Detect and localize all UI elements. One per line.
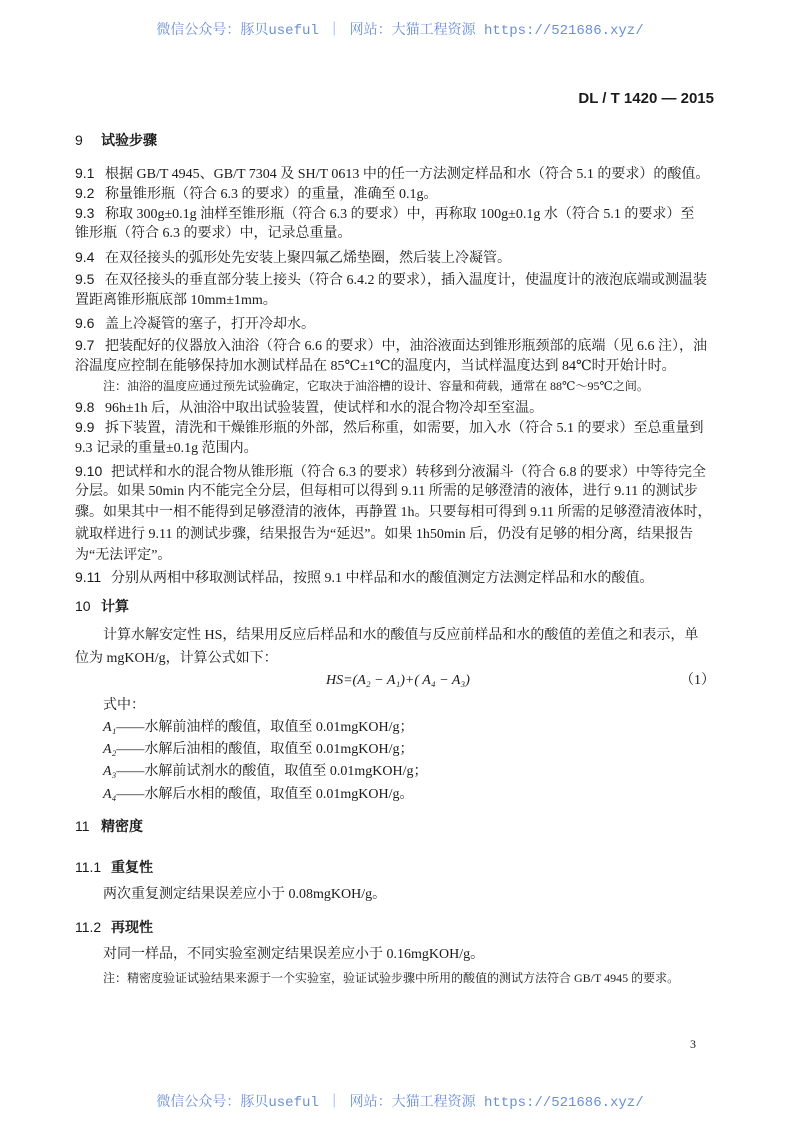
calc-para-line: 计算水解安定性 HS，结果用反应后样品和水的酸值与反应前样品和水的酸值的差值之和表示，单 [103,628,699,643]
step-text: 9.3 记录的重量±0.1g 范围内。 [75,441,258,456]
step-line [75,462,706,482]
step-text: 为“无法评定”。 [75,548,172,563]
step-line [75,270,707,290]
definition-a1: A₁——水解前油样的酸值，取值至 0.01mgKOH/g； [103,720,414,735]
step-number: 9.2 [75,185,95,201]
page-number: 3 [690,1037,696,1051]
step-text: 锥形瓶（符合 6.3 的要求）中，记录总重量。 [75,226,352,241]
calc-para-line: 位为 mgKOH/g，计算公式如下： [75,651,278,666]
step-number: 9.5 [75,271,95,287]
step-number: 注： [103,379,128,393]
step-text: 在双径接头的垂直部分装上接头（符合 6.4.2 的要求），插入温度计，使温度计的液泡底端或测温装 [105,273,707,288]
step-line [75,248,511,268]
definition-a2: A₂——水解后油相的酸值，取值至 0.01mgKOH/g； [103,742,414,757]
step-line [75,440,258,458]
step-line [75,398,543,418]
step-number: 9.4 [75,249,95,265]
step-number: 9.8 [75,399,95,415]
step-number: 9.10 [75,463,103,479]
formula: HS=(A₂ − A₁)+( A₄ − A₃) [326,673,470,688]
definition-a4: A₄——水解后水相的酸值，取值至 0.01mgKOH/g。 [103,787,414,802]
step-line [75,526,693,544]
step-number: 9.6 [75,315,95,331]
step-line [75,225,352,243]
step-text: 骤。如果其中一相不能得到足够澄清的液体，再静置 1h。只要每相可得到 9.11 所需的足够澄清液体时， [75,505,712,520]
step-text: 油浴的温度应通过预先试验确定，它取决于油浴槽的设计、容量和荷载，通常在 88℃～95℃之间。 [127,379,649,393]
step-line [75,292,277,310]
step-number: 9.3 [75,205,95,221]
step-text: 在双径接头的弧形处先安装上聚四氟乙烯垫圈，然后装上冷凝管。 [105,251,511,266]
step-line [75,358,676,376]
step-line [75,418,704,438]
reproducibility-text: 对同一样品，不同实验室测定结果误差应小于 0.16mgKOH/g。 [103,947,485,962]
step-text: 把试样和水的混合物从锥形瓶（符合 6.3 的要求）转移到分液漏斗（符合 6.8 的要求）中等待完全 [111,465,706,480]
repeatability-text: 两次重复测定结果误差应小于 0.08mgKOH/g。 [103,887,387,902]
note-line [103,377,649,395]
step-line [75,547,171,565]
section-11-2-heading: 11.2 再现性 [75,919,153,936]
step-number: 9.9 [75,419,95,435]
step-text: 把装配好的仪器放入油浴（符合 6.6 的要求）中，油浴液面达到锥形瓶颈部的底端（见 6.6 注），油 [105,339,707,354]
equation-number: （1） [680,673,715,688]
section-11-1-heading: 11.1 重复性 [75,859,153,876]
definition-a3: A₃——水解前试剂水的酸值，取值至 0.01mgKOH/g； [103,764,428,779]
step-text: 根据 GB/T 4945、GB/T 7304 及 SH/T 0613 中的任一方法测定样品和水（符合 5.1 的要求）的酸值。 [105,167,710,182]
where-label: 式中： [103,698,145,713]
step-line [75,164,709,184]
section-10-heading: 10 计算 [75,598,129,615]
step-line [75,568,654,588]
step-text: 盖上冷凝管的塞子，打开冷却水。 [105,317,315,332]
step-text: 称取 300g±0.1g 油样至锥形瓶（符合 6.3 的要求）中，再称取 100g±0.1g 水（符合 5.1 的要求）至 [105,207,695,222]
step-text: 拆下装置，清洗和干燥锥形瓶的外部，然后称重，如需要，加入水（符合 5.1 的要求）至总重量到 [105,421,704,436]
step-line [75,336,707,356]
step-text: 96h±1h 后，从油浴中取出试验装置，使试样和水的混合物冷却至室温。 [105,401,544,416]
step-line [75,314,315,334]
step-text: 分层。如果 50min 内不能完全分层，但每相可以得到 9.11 所需的足够澄清的液体，进行 9.11 的测试步 [75,484,698,499]
step-text: 浴温度应控制在能够保持加水测试样品在 85℃±1℃的温度内，当试样温度达到 84℃时开始计时。 [75,359,676,374]
step-text: 称量锥形瓶（符合 6.3 的要求）的重量，准确至 0.1g。 [105,187,438,202]
precision-note: 注：精密度验证试验结果来源于一个实验室，验证试验步骤中所用的酸值的测试方法符合 GB/T 4945 的要求。 [103,971,680,985]
step-line [75,184,438,204]
watermark-bottom: 微信公众号：豚贝useful ｜ 网站：大猫工程资源 https://521686.xyz/ [156,1095,644,1111]
section-11-heading: 11 精密度 [75,818,143,835]
step-number: 9.1 [75,165,95,181]
step-number: 9.7 [75,337,95,353]
standard-code: DL / T 1420 — 2015 [578,90,714,107]
watermark-top: 微信公众号：豚贝useful ｜ 网站：大猫工程资源 https://521686.xyz/ [156,23,644,39]
step-text: 就取样进行 9.11 的测试步骤，结果报告为“延迟”。如果 1h50min 后，仍没有足够的相分离，结果报告 [75,527,694,542]
step-text: 置距离锥形瓶底部 10mm±1mm。 [75,293,277,308]
step-line [75,504,711,522]
step-line [75,204,694,224]
section-9-heading: 9 试验步骤 [75,132,157,149]
step-number: 9.11 [75,569,102,585]
step-text: 分别从两相中移取测试样品，按照 9.1 中样品和水的酸值测定方法测定样品和水的酸值。 [111,571,654,586]
step-line [75,483,698,501]
